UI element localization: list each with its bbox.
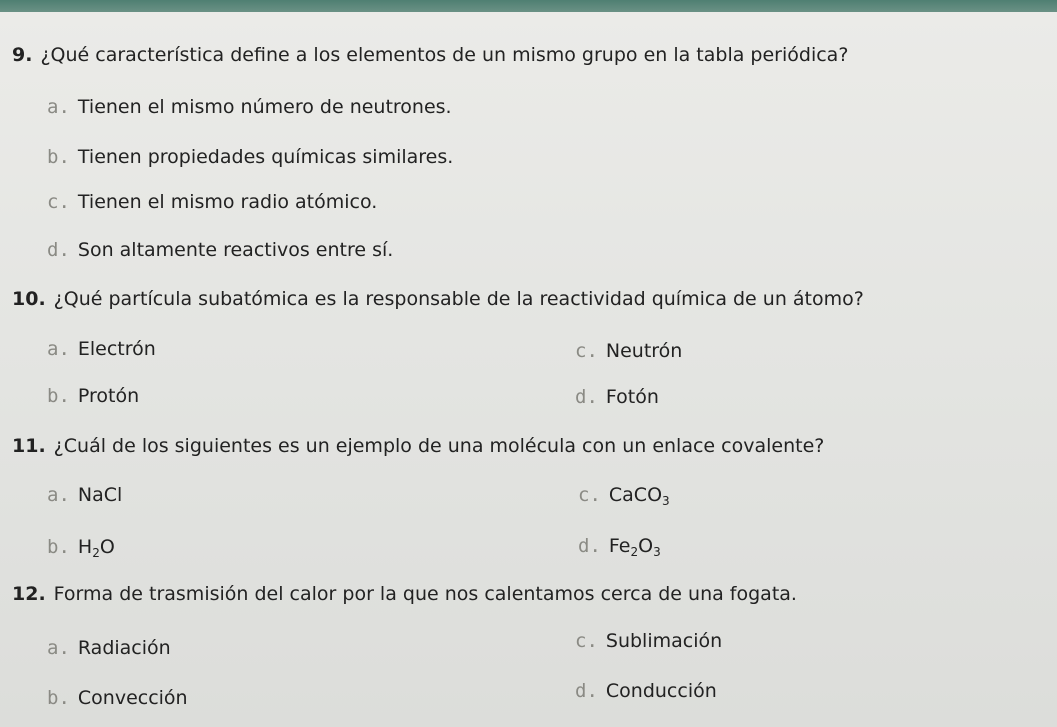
option-text: Tienen el mismo número de neutrones. [77,96,452,118]
question-number: 11. [12,435,46,457]
option-9a[interactable] [47,96,452,118]
question-text: ¿Qué característica define a los elementos de un mismo grupo en la tabla periódica? [40,44,849,66]
worksheet-page [0,12,1057,727]
option-10c[interactable] [575,340,682,362]
option-11d[interactable] [578,535,661,559]
option-letter: c. [575,340,598,362]
chemical-formula [609,484,670,506]
formula-part: H [77,536,93,558]
question-text: Forma de trasmisión del calor por la que nos calentamos cerca de una fogata. [53,583,797,605]
option-letter: b. [47,146,70,168]
chemical-formula [78,536,115,558]
option-12b[interactable] [47,687,188,709]
question-12 [12,583,797,605]
option-text: Convección [77,687,188,709]
question-10 [12,288,864,310]
option-11a[interactable] [47,484,122,506]
option-12c[interactable] [575,630,722,652]
question-11 [12,435,824,457]
chemical-formula [609,535,661,557]
option-text: Tienen propiedades químicas similares. [77,146,454,168]
option-10a[interactable] [47,338,156,360]
option-letter: a. [47,338,70,360]
option-11c[interactable] [578,484,670,508]
formula-subscript: 2 [92,546,100,560]
option-text: Neutrón [605,340,683,362]
question-number: 9. [12,44,33,66]
question-number: 12. [12,583,46,605]
option-10b[interactable] [47,385,139,407]
question-text: ¿Qué partícula subatómica es la responsable de la reactividad química de un átomo? [53,288,864,310]
option-11b[interactable] [47,536,115,560]
formula-part: O [99,536,115,558]
option-letter: c. [578,484,601,506]
option-text: Tienen el mismo radio atómico. [77,191,378,213]
option-text: Sublimación [605,630,723,652]
formula-subscript: 3 [653,545,661,559]
option-12d[interactable] [575,680,717,702]
option-letter: c. [47,191,70,213]
option-text: Electrón [77,338,156,360]
question-text: ¿Cuál de los siguientes es un ejemplo de una molécula con un enlace covalente? [53,435,825,457]
option-text: Protón [77,385,140,407]
option-9d[interactable] [47,239,393,261]
formula-part: O [638,535,654,557]
option-letter: b. [47,687,70,709]
option-letter: a. [47,484,70,506]
option-10d[interactable] [575,386,659,408]
option-text: Son altamente reactivos entre sí. [77,239,394,261]
formula-subscript: 3 [662,494,670,508]
option-letter: d. [575,386,598,408]
option-letter: b. [47,385,70,407]
formula-subscript: 2 [630,545,639,559]
question-9 [12,44,848,66]
option-letter: c. [575,630,598,652]
formula-part: CaCO [608,484,663,506]
option-letter: b. [47,536,70,558]
option-text: Conducción [605,680,717,702]
option-12a[interactable] [47,637,171,659]
option-letter: a. [47,637,70,659]
option-letter: a. [47,96,70,118]
option-9c[interactable] [47,191,377,213]
question-number: 10. [12,288,46,310]
formula-part: Fe [608,535,631,557]
option-letter: d. [578,535,601,557]
option-letter: d. [575,680,598,702]
option-9b[interactable] [47,146,453,168]
option-letter: d. [47,239,70,261]
option-text: Radiación [77,637,171,659]
option-text: Fotón [605,386,659,408]
option-text: NaCl [77,484,123,506]
